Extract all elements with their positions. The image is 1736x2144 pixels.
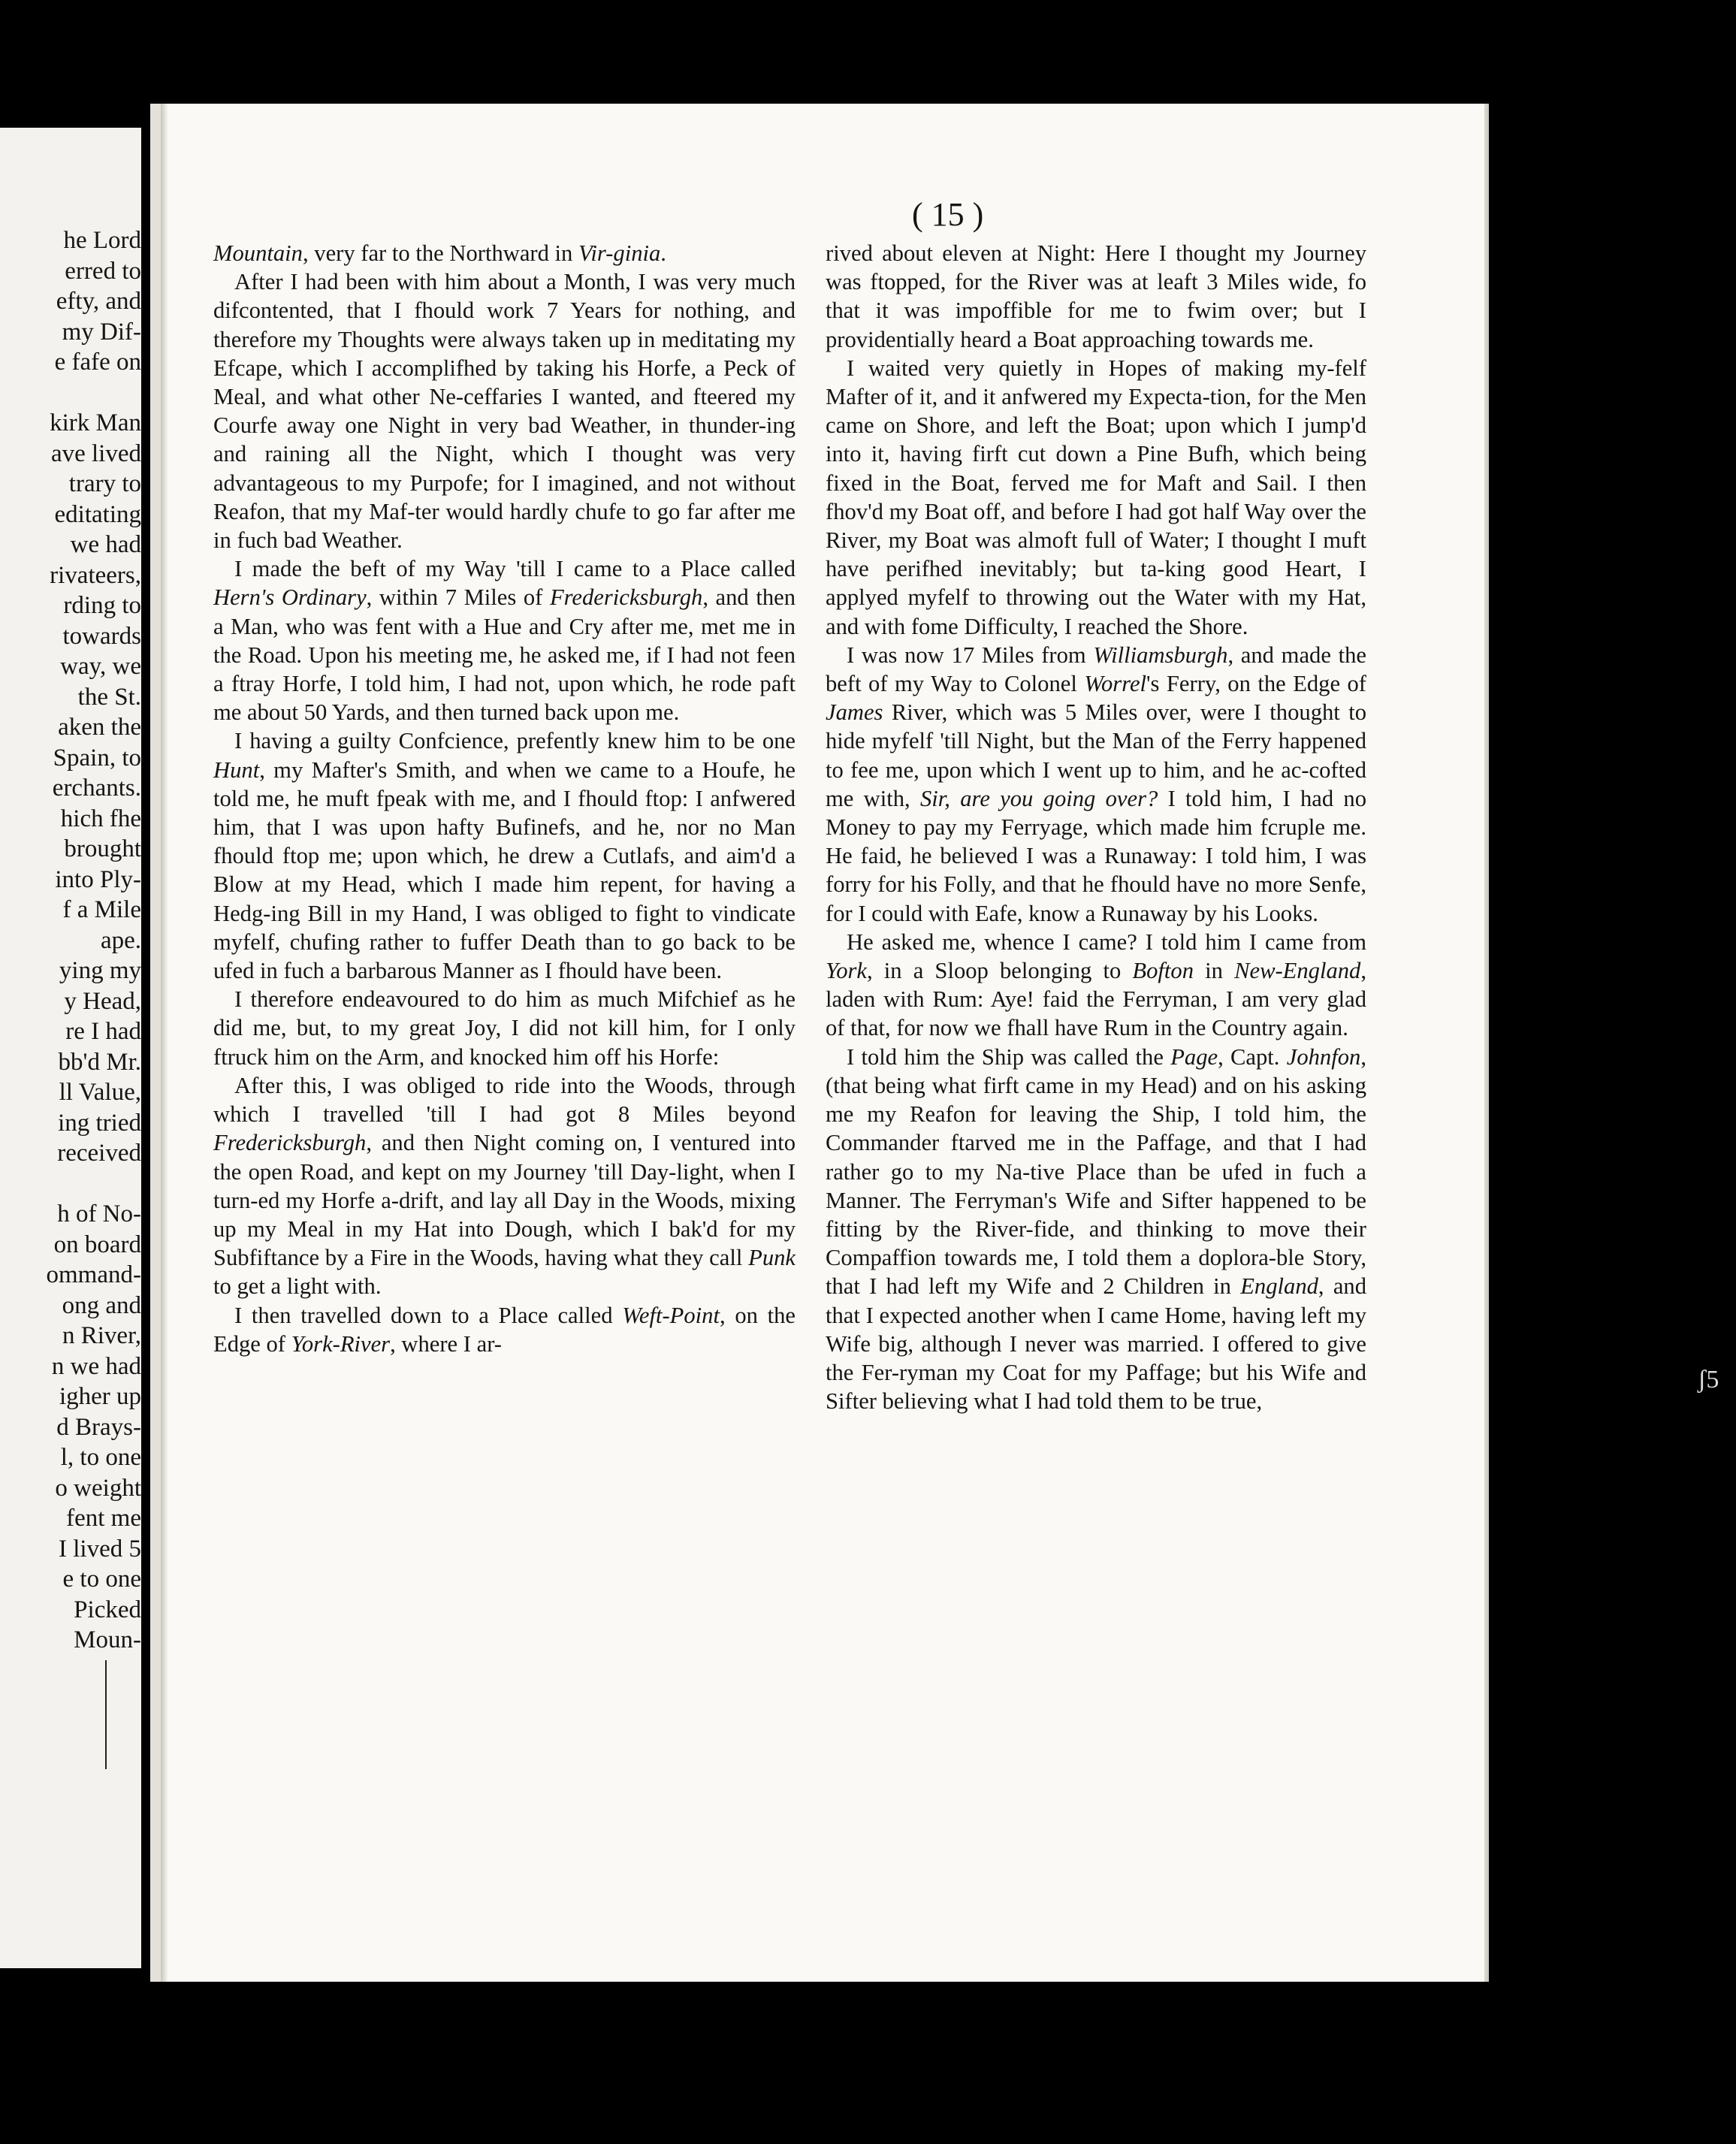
facing-page-line: my Dif- xyxy=(62,318,141,346)
facing-page-line: ll Value, xyxy=(59,1079,141,1106)
facing-page-line: igher up xyxy=(59,1383,141,1410)
facing-page-line: we had xyxy=(70,531,141,558)
text-column-right xyxy=(796,239,1366,1415)
facing-page-line: fent me xyxy=(66,1505,141,1532)
facing-page-line: kirk Man xyxy=(50,409,141,436)
facing-page-fragment xyxy=(0,128,141,1968)
facing-page-line: n River, xyxy=(62,1322,141,1349)
facing-page-line: Picked xyxy=(74,1596,141,1623)
facing-page-line: ing tried xyxy=(58,1109,141,1137)
paragraph: I made the beft of my Way 'till I came to a Place called Hern's Ordinary, within 7 Miles of Fredericksburgh, and then a Man, who was fent with a Hue and Cry after me, met me in the Road. Upon his meeting me, he asked me, if I had not feen a ftray Horfe, I told him, I had not, upon which, he rode paft me about 50 Yards, and then turned back upon me. xyxy=(213,556,796,726)
facing-page-line: l, to one xyxy=(60,1444,141,1471)
facing-page-line: ave lived xyxy=(50,439,141,467)
page-gutter xyxy=(161,104,168,1982)
paragraph: I waited very quietly in Hopes of making my-felf Mafter of it, and it anfwered my Expecta-tion, for the Men came on Shore, and left the Boat; upon which I jump'd into it, having firft cut down a Pine Bufh, which being fixed in the Boat, ferved me for Maft and Sail. I then fhov'd my Boat off, and before I had got half Way over the River, my Boat was almoft full of Water; I thought I muft have perifhed inevitably; but ta-king good Heart, I applyed myfelf to throwing out the Water with my Hat, and with fome Difficulty, I reached the Shore. xyxy=(826,355,1366,639)
paragraph: He asked me, whence I came? I told him I came from York, in a Sloop belonging to Bofton in New-England, laden with Rum: Aye! faid the Ferryman, I am very glad of that, for now we fhall have Rum in the Country again. xyxy=(826,929,1367,1041)
paragraph: rived about eleven at Night: Here I thought my Journey was ftopped, for the River was at leaft 3 Miles wide, fo that it was impoffible for me to fwim over; but I providentially heard a Boat approaching towards me. xyxy=(826,240,1366,352)
facing-page-line: he Lord xyxy=(63,227,141,254)
facing-page-line: ong and xyxy=(62,1291,141,1319)
paragraph: After this, I was obliged to ride into the Woods, through which I travelled 'till I had got 8 Miles beyond Fredericksburgh, and then Night coming on, I ventured into the open Road, and kept on my Journey 'till Day-light, when I turn-ed my Horfe a-drift, and lay all Day in the Woods, mixing up my Meal in my Hat into Dough, which I bak'd for my Subfiftance by a Fire in the Woods, having what they call Punk to get a light with. xyxy=(213,1072,796,1300)
facing-page-line: y Head, xyxy=(64,987,141,1015)
facing-page-line: editating xyxy=(54,500,141,528)
facing-page-line: Spain, to xyxy=(53,744,141,772)
facing-page-line: received xyxy=(57,1140,141,1167)
facing-page-line: o weight xyxy=(55,1474,141,1502)
book-page xyxy=(161,104,1484,1982)
paragraph: I having a guilty Confcience, prefently knew him to be one Hunt, my Mafter's Smith, and when we came to a Houfe, he told me, he muft fpeak with me, and I fhould ftop: I anfwered him, that I was upon hafty Bufinefs, and he, nor no Man fhould ftop me; upon which, he drew a Cutlafs, and aim'd a Blow at my Head, which I made him repent, for having a Hedg-ing Bill in my Hand, I was obliged to fight to vindicate myfelf, chufing rather to fuffer Death than to go back to be ufed in fuch a barbarous Manner as I fhould have been. xyxy=(213,728,796,984)
facing-page-line: way, we xyxy=(60,653,141,680)
paragraph: I was now 17 Miles from Williamsburgh, and made the beft of my Way to Colonel Worrel's Ferry, on the Edge of James River, which was 5 Miles over, were I thought to hide myfelf 'till Night, but the Man of the Ferry happened to fee me, upon which I went up to him, and he ac-cofted me with, Sir, are you going over? I told him, I had no Money to pay my Ferryage, which made him fcruple me. He faid, he believed I was a Runaway: I told him, I was forry for his Folly, and that he fhould have no more Senfe, for I could with Eafe, know a Runaway by his Looks. xyxy=(826,642,1366,926)
paragraph: Mountain, very far to the Northward in Vir-ginia. xyxy=(213,240,666,266)
facing-page-line: re I had xyxy=(65,1018,141,1045)
facing-page-line: n we had xyxy=(51,1352,141,1380)
paragraph: I told him the Ship was called the Page, Capt. Johnfon, (that being what firft came in my Head) and on his asking me my Reafon for leaving the Ship, I told him, the Commander ftarved me in the Paffage, and that I had rather go to my Na-tive Place than be ufed in fuch a Manner. The Ferryman's Wife and Sifter happened to be fitting by the River-fide, and thinking to move their Compaffion towards me, I told them a doplora-ble Story, that I had left my Wife and 2 Children in England, and that I expected another when I came Home, having left my Wife big, although I never was married. I offered to give the Fer-ryman my Coat for my Paffage; but his Wife and Sifter believing what I had told them to be true, xyxy=(826,1043,1366,1415)
stray-mark: ʃ5 xyxy=(1698,1366,1719,1394)
facing-page-line: trary to xyxy=(68,470,141,497)
facing-page-line: efty, and xyxy=(56,288,141,315)
facing-page-line: I lived 5 xyxy=(59,1535,141,1563)
facing-page-line: ommand- xyxy=(46,1261,141,1288)
facing-page-line: on board xyxy=(53,1231,141,1258)
facing-page-line: e fafe on xyxy=(54,349,141,376)
paragraph: I therefore endeavoured to do him as much Mifchief as he did me, but, to my great Joy, I did not kill him, for I only ftruck him on the Arm, and knocked him off his Horfe: xyxy=(213,986,796,1070)
facing-page-line: h of No- xyxy=(57,1200,141,1228)
facing-page-line: ying my xyxy=(59,957,141,984)
text-column-left xyxy=(213,239,796,1358)
facing-page-line: erred to xyxy=(65,257,141,285)
facing-page-line: d Brays- xyxy=(56,1413,141,1441)
facing-page-line: the St. xyxy=(77,683,141,711)
facing-page-line: aken the xyxy=(58,714,141,741)
facing-page-line: rivateers, xyxy=(50,561,141,589)
facing-page-line: erchants. xyxy=(52,775,141,802)
facing-page-line: rding to xyxy=(63,592,141,619)
facing-page-line: hich fhe xyxy=(60,805,141,832)
margin-rule xyxy=(105,1660,107,1769)
paragraph: After I had been with him about a Month, I was very much difcontented, that I fhould work 7 Years for nothing, and therefore my Thoughts were always taken up in meditating my Efcape, which I accomplifhed by taking his Horfe, a Peck of Meal, and what other Ne-ceffaries I wanted, and fteered my Courfe away one Night in very bad Weather, in thunder-ing and raining all the Night, which I thought was very advantageous to my Purpofe; for I imagined, and not without Reafon, that my Maf-ter would hardly chufe to go far after me in fuch bad Weather. xyxy=(213,269,796,554)
facing-page-line: bb'd Mr. xyxy=(58,1048,141,1076)
page-number: ( 15 ) xyxy=(912,196,984,233)
facing-page-line: towards xyxy=(62,622,141,650)
facing-page-line: f a Mile xyxy=(62,896,141,923)
facing-page-line: into Ply- xyxy=(55,865,141,893)
facing-page-line: brought xyxy=(64,835,141,862)
facing-page-line: Moun- xyxy=(74,1626,141,1653)
paragraph: I then travelled down to a Place called Weft-Point, on the Edge of York-River, where I ar- xyxy=(213,1302,796,1357)
facing-page-line: e to one xyxy=(62,1566,141,1593)
facing-page-line: ape. xyxy=(100,926,141,954)
